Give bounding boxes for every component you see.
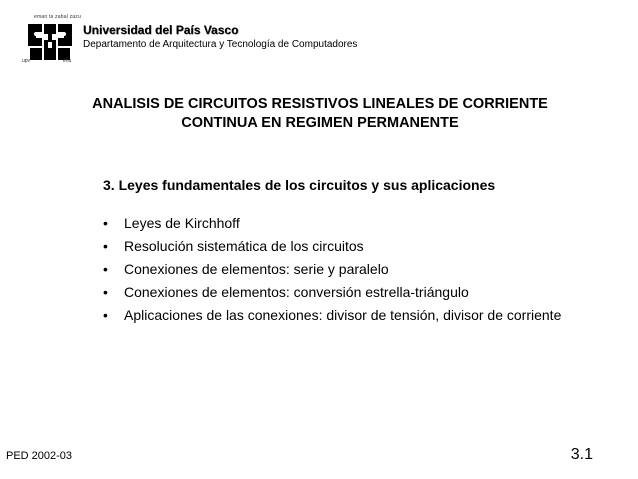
list-item-text: Conexiones de elementos: conversión estrella-triángulo bbox=[124, 284, 469, 300]
list-item bbox=[103, 214, 573, 233]
section-heading: 3. Leyes fundamentales de los circuitos y sus aplicaciones bbox=[103, 177, 496, 193]
logo-label-ehu: ehu bbox=[63, 58, 72, 64]
list-item-text: Leyes de Kirchhoff bbox=[124, 215, 240, 231]
logo-motto: eman ta zabal zazu bbox=[34, 14, 81, 20]
department-name: Departamento de Arquitectura y Tecnología de Computadores bbox=[83, 39, 358, 50]
bullet-icon: • bbox=[103, 284, 108, 300]
bullet-icon: • bbox=[103, 238, 108, 254]
topic-list bbox=[103, 214, 573, 329]
list-item-text: Conexiones de elementos: serie y paralelo bbox=[124, 261, 389, 277]
list-item bbox=[103, 283, 573, 302]
slide-title-line-1: ANALISIS DE CIRCUITOS RESISTIVOS LINEALES DE CORRIENTE bbox=[92, 96, 548, 112]
course-label: PED 2002-03 bbox=[6, 450, 73, 462]
list-item-text: Resolución sistemática de los circuitos bbox=[124, 238, 364, 254]
list-item bbox=[103, 237, 573, 256]
bullet-icon: • bbox=[103, 261, 108, 277]
bullet-icon: • bbox=[103, 215, 108, 231]
list-item-text: Aplicaciones de las conexiones: divisor de tensión, divisor de corriente bbox=[124, 307, 562, 323]
slide-title-line-2: CONTINUA EN REGIMEN PERMANENTE bbox=[181, 115, 459, 131]
list-item bbox=[103, 306, 573, 325]
bullet-icon: • bbox=[103, 307, 108, 323]
slide-title bbox=[40, 95, 600, 133]
university-name: Universidad del País Vasco bbox=[83, 23, 239, 37]
list-item bbox=[103, 260, 573, 279]
logo-label-upv: upv bbox=[22, 58, 31, 64]
page-number: 3.1 bbox=[570, 446, 593, 463]
